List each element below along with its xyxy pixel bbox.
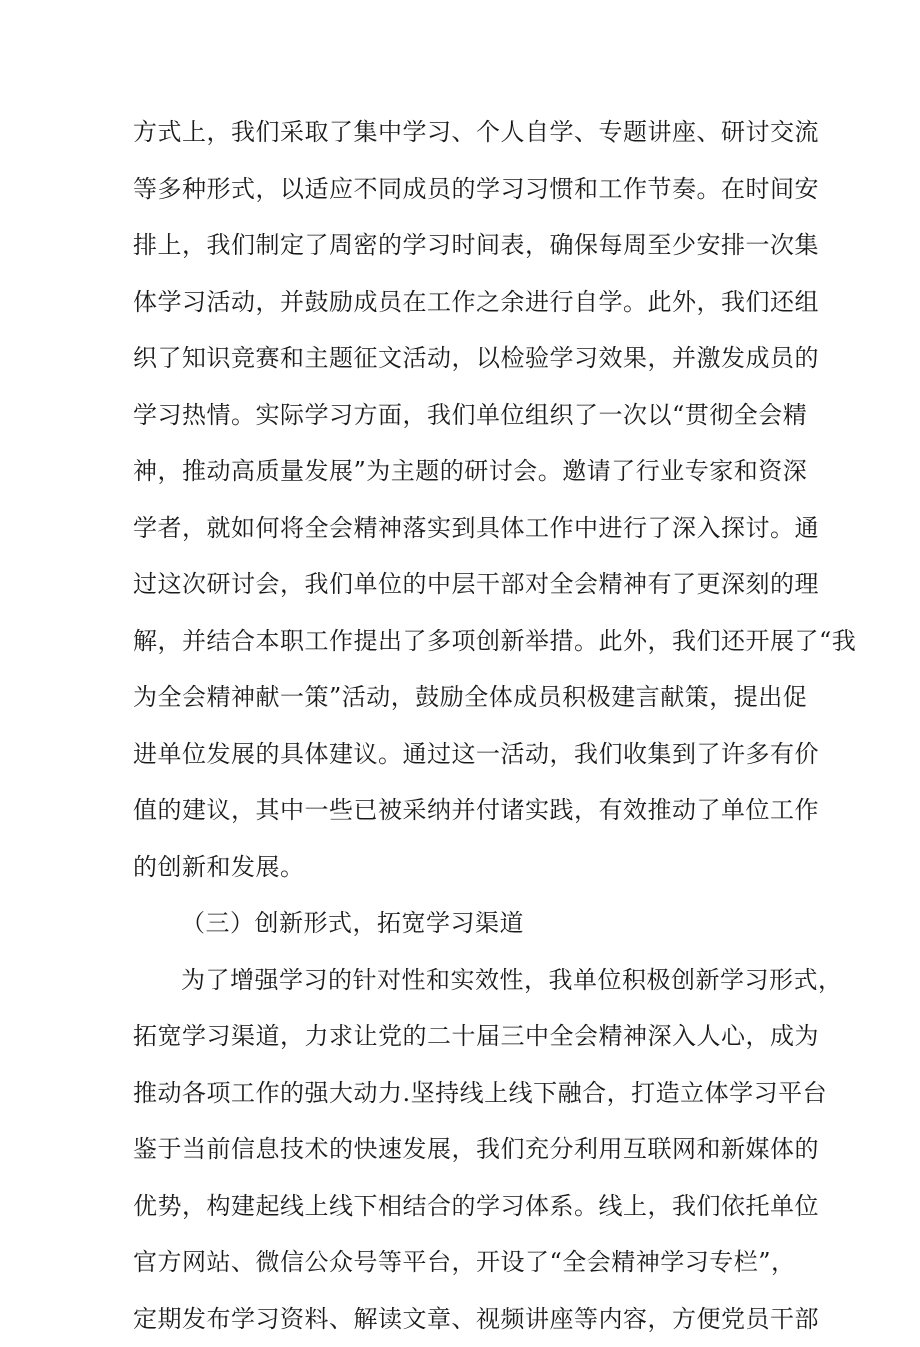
section-heading: （三）创新形式，拓宽学习渠道	[133, 895, 793, 952]
text-line: 拓宽学习渠道，力求让党的二十届三中全会精神深入人心，成为	[133, 1008, 793, 1065]
text-line: 鉴于当前信息技术的快速发展，我们充分利用互联网和新媒体的	[133, 1121, 793, 1178]
text-line: 体学习活动，并鼓励成员在工作之余进行自学。此外，我们还组	[133, 274, 793, 331]
text-line: 神，推动高质量发展”为主题的研讨会。邀请了行业专家和资深	[133, 443, 793, 500]
text-line: 方式上，我们采取了集中学习、个人自学、专题讲座、研讨交流	[133, 104, 793, 161]
text-line: 官方网站、微信公众号等平台，开设了“全会精神学习专栏”，	[133, 1234, 793, 1291]
text-line: 织了知识竞赛和主题征文活动，以检验学习效果，并激发成员的	[133, 330, 793, 387]
text-line: 定期发布学习资料、解读文章、视频讲座等内容，方便党员干部	[133, 1291, 793, 1347]
paragraph-2	[133, 952, 793, 1347]
text-line: 进单位发展的具体建议。通过这一活动，我们收集到了许多有价	[133, 726, 793, 783]
text-line: 解，并结合本职工作提出了多项创新举措。此外，我们还开展了“我	[133, 613, 793, 670]
text-line: 值的建议，其中一些已被采纳并付诸实践，有效推动了单位工作	[133, 782, 793, 839]
text-line: 学习热情。实际学习方面，我们单位组织了一次以“贯彻全会精	[133, 387, 793, 444]
text-line: 优势，构建起线上线下相结合的学习体系。线上，我们依托单位	[133, 1178, 793, 1235]
text-column	[133, 104, 793, 1347]
text-line: 排上，我们制定了周密的学习时间表，确保每周至少安排一次集	[133, 217, 793, 274]
text-line: 等多种形式，以适应不同成员的学习习惯和工作节奏。在时间安	[133, 161, 793, 218]
paragraph-1	[133, 104, 793, 895]
text-line: 为了增强学习的针对性和实效性，我单位积极创新学习形式，	[133, 952, 793, 1009]
text-line: 推动各项工作的强大动力.坚持线上线下融合，打造立体学习平台	[133, 1065, 793, 1122]
text-line: 为全会精神献一策”活动，鼓励全体成员积极建言献策，提出促	[133, 669, 793, 726]
text-line: 的创新和发展。	[133, 839, 793, 896]
text-line: 过这次研讨会，我们单位的中层干部对全会精神有了更深刻的理	[133, 556, 793, 613]
text-line: 学者，就如何将全会精神落实到具体工作中进行了深入探讨。通	[133, 500, 793, 557]
